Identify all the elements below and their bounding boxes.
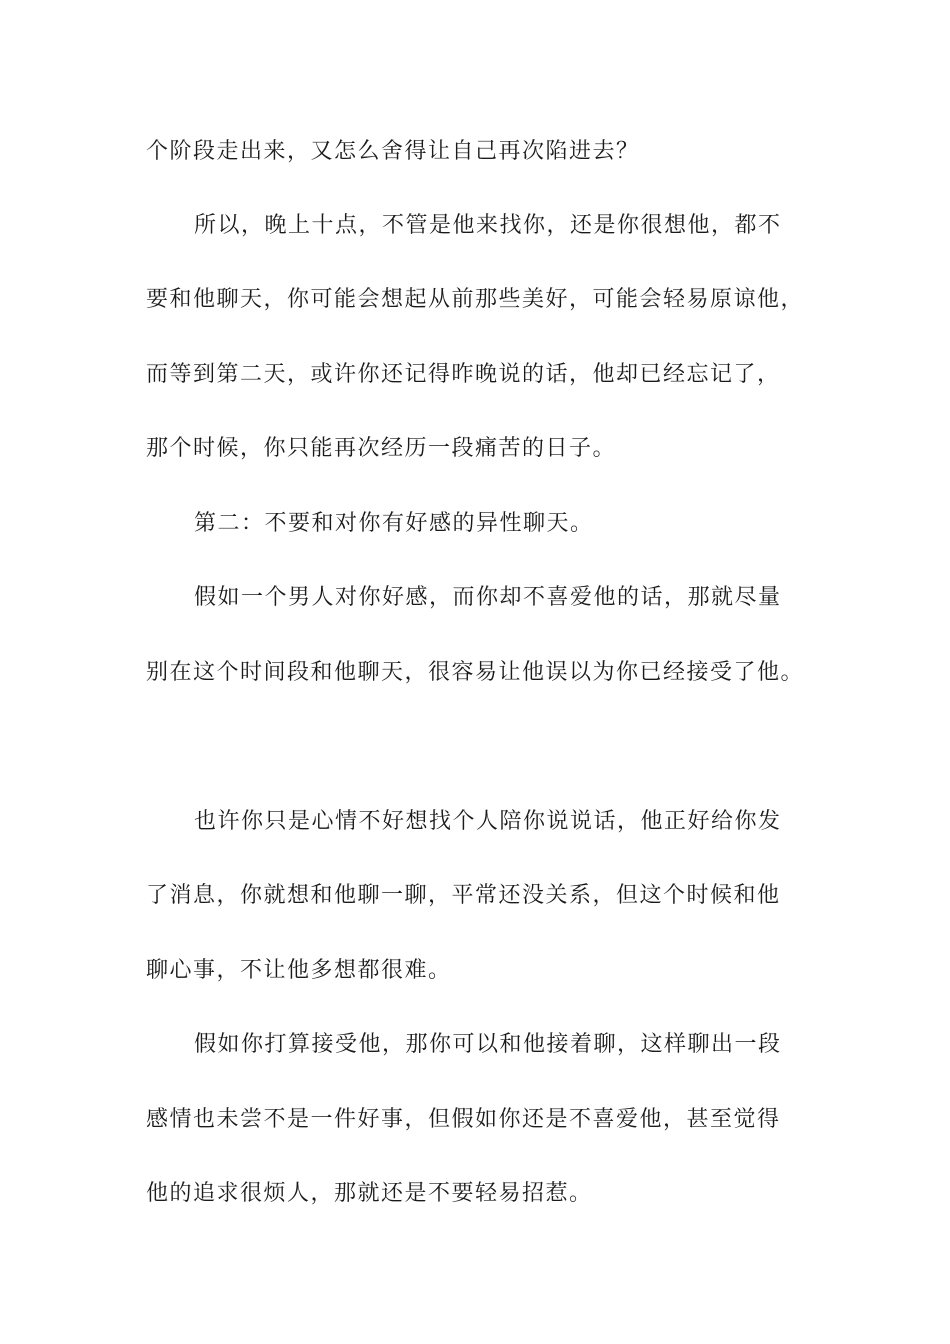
- text-line: 那个时候，你只能再次经历一段痛苦的日子。: [146, 436, 617, 461]
- text-line: 感情也未尝不是一件好事，但假如你还是不喜爱他，甚至觉得: [146, 1107, 781, 1132]
- paragraph-first-line: 假如你打算接受他，那你可以和他接着聊，这样聊出一段: [194, 1032, 782, 1057]
- text-line: 聊心事，不让他多想都很难。: [146, 958, 452, 983]
- text-line: 而等到第二天，或许你还记得昨晚说的话，他却已经忘记了，: [146, 362, 781, 387]
- paragraph-first-line: 所以，晚上十点，不管是他来找你，还是你很想他，都不: [194, 213, 782, 238]
- text-line: 要和他聊天，你可能会想起从前那些美好，可能会轻易原谅他，: [146, 287, 805, 312]
- text-line: 了消息，你就想和他聊一聊，平常还没关系，但这个时候和他: [146, 883, 781, 908]
- paragraph-first-line: 假如一个男人对你好感，而你却不喜爱他的话，那就尽量: [194, 585, 782, 610]
- text-line: 他的追求很烦人，那就还是不要轻易招惹。: [146, 1181, 593, 1206]
- section-heading: 第二：不要和对你有好感的异性聊天。: [194, 511, 594, 536]
- paragraph-first-line: 也许你只是心情不好想找个人陪你说说话，他正好给你发: [194, 809, 782, 834]
- text-line: 个阶段走出来，又怎么舍得让自己再次陷进去？: [146, 139, 640, 164]
- text-line: 别在这个时间段和他聊天，很容易让他误以为你已经接受了他。: [146, 660, 805, 685]
